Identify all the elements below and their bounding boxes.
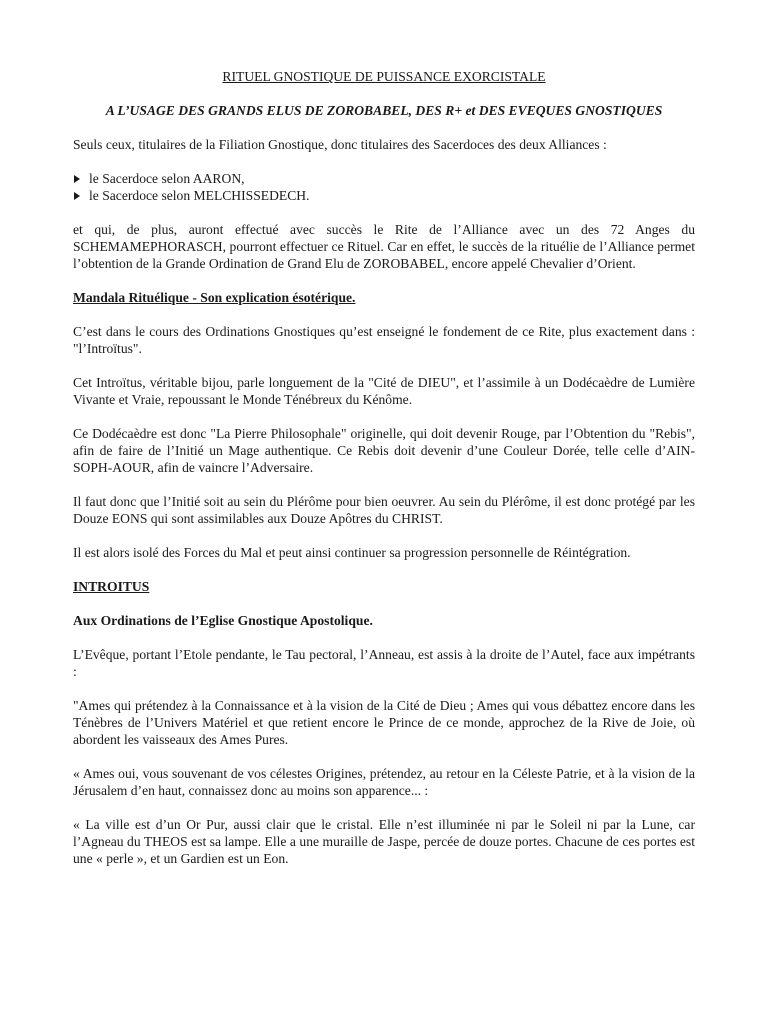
heading-introitus: INTROITUS bbox=[73, 579, 150, 594]
paragraph-dodecaedre: Ce Dodécaèdre est donc "La Pierre Philosophale" originelle, qui doit devenir Rouge, par l’Obtention du "Rebis", afin de faire de l’Initié un Mage authentique. Ce Rebis doit devenir d’une Couleur Dorée, telle celle d’AIN-SOPH-AOUR, afin de vaincre l’Adversaire. bbox=[73, 426, 695, 475]
paragraph-introitus-cite: Cet Introïtus, véritable bijou, parle longuement de la "Cité de DIEU", et l’assimile à un Dodécaèdre de Lumière Vivante et Vraie, repoussant le Monde Ténébreux du Kénôme. bbox=[73, 375, 695, 407]
paragraph-ordinations: C’est dans le cours des Ordinations Gnostiques qu’est enseigné le fondement de ce Rite, plus exactement dans : "l’Introïtus". bbox=[73, 324, 695, 356]
list-item-text: le Sacerdoce selon MELCHISSEDECH. bbox=[89, 188, 310, 203]
intro-paragraph: Seuls ceux, titulaires de la Filiation Gnostique, donc titulaires des Sacerdoces des deux Alliances : bbox=[73, 137, 607, 152]
list-item bbox=[73, 187, 695, 204]
paragraph-ville-or: « La ville est d’un Or Pur, aussi clair que le cristal. Elle n’est illuminée ni par le Soleil ni par la Lune, car l’Agneau du THEOS est sa lampe. Elle a une muraille de Jaspe, percée de douze portes. Chacune de ces portes est une « perle », et un Gardien est un Eon. bbox=[73, 817, 695, 866]
paragraph-ames-oui: « Ames oui, vous souvenant de vos célestes Origines, prétendez, au retour en la Céleste Patrie, et à la vision de la Jérusalem d’en haut, connaissez donc au moins son apparence... : bbox=[73, 766, 695, 798]
list-item-text: le Sacerdoce selon AARON, bbox=[89, 171, 245, 186]
paragraph-ames-pretendez: "Ames qui prétendez à la Connaissance et à la vision de la Cité de Dieu ; Ames qui vous débattez encore dans les Ténèbres de l’Univers Matériel et que retient encore le Prince de ce monde, approchez de la Rive de Joie, où abordent les vaisseaux des Ames Pures. bbox=[73, 698, 695, 747]
paragraph-alliance: et qui, de plus, auront effectué avec succès le Rite de l’Alliance avec un des 72 Anges du SCHEMAMEPHORASCH, pourront effectuer ce Rituel. Car en effet, le succès de la rituélie de l’Alliance permet l’obtention de la Grande Ordination de Grand Elu de ZOROBABEL, encore appelé Chevalier d’Orient. bbox=[73, 222, 695, 271]
document-subtitle: A L’USAGE DES GRANDS ELUS DE ZOROBABEL, DES R+ et DES EVEQUES GNOSTIQUES bbox=[105, 103, 663, 118]
list-item bbox=[73, 170, 695, 187]
heading-ordinations: Aux Ordinations de l’Eglise Gnostique Apostolique. bbox=[73, 613, 373, 628]
paragraph-reintegration: Il est alors isolé des Forces du Mal et peut ainsi continuer sa progression personnelle de Réintégration. bbox=[73, 545, 631, 560]
heading-mandala: Mandala Rituélique - Son explication ésotérique. bbox=[73, 290, 356, 305]
document-title: RITUEL GNOSTIQUE DE PUISSANCE EXORCISTALE bbox=[222, 69, 546, 84]
document-page bbox=[73, 68, 695, 884]
paragraph-eveque: L’Evêque, portant l’Etole pendante, le Tau pectoral, l’Anneau, est assis à la droite de l’Autel, face aux impétrants : bbox=[73, 647, 695, 679]
arrow-bullet-icon bbox=[74, 192, 80, 200]
arrow-bullet-icon bbox=[74, 175, 80, 183]
sacerdoce-list bbox=[73, 170, 695, 204]
paragraph-pleromes: Il faut donc que l’Initié soit au sein du Plérôme pour bien oeuvrer. Au sein du Plérôme, il est donc protégé par les Douze EONS qui sont assimilables aux Douze Apôtres du CHRIST. bbox=[73, 494, 695, 526]
